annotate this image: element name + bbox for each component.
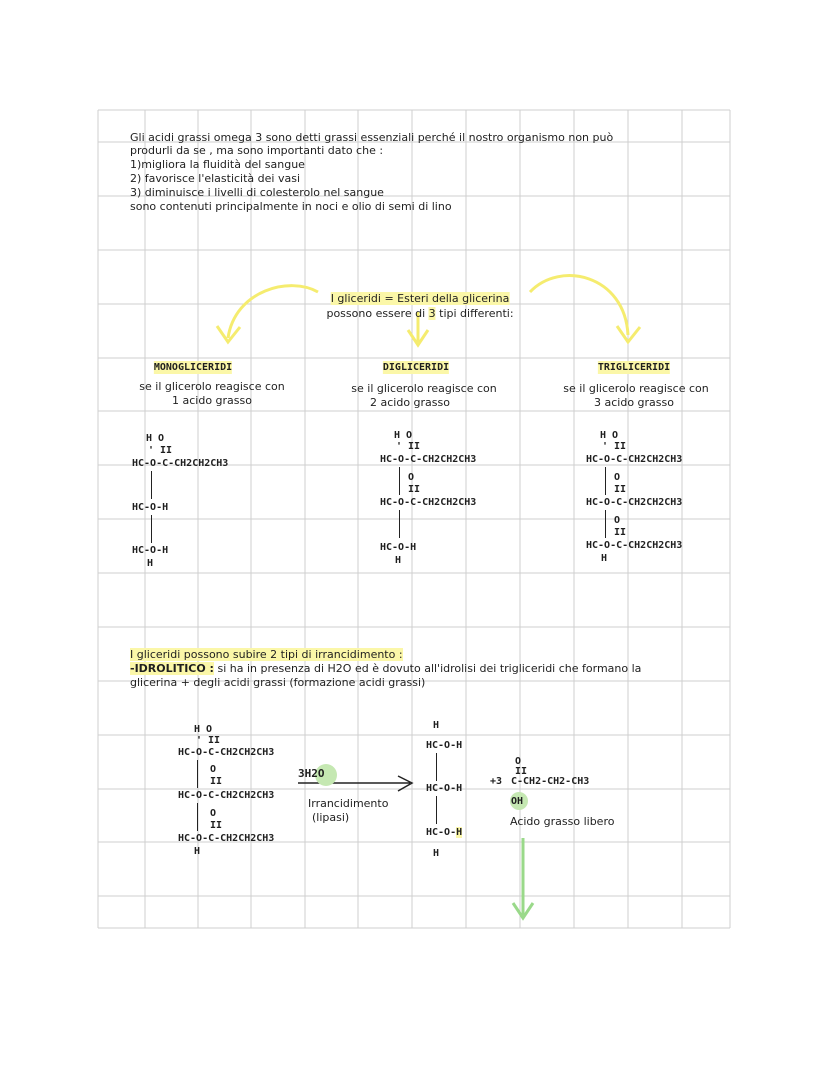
irr-line-1: I gliceridi possono subire 2 tipi di irrancidimento : <box>130 648 403 661</box>
gliceridi-title: I gliceridi = Esteri della glicerina <box>330 292 510 305</box>
intro-line-4: 2) favorisce l'elasticità dei vasi <box>130 172 301 185</box>
rx-bond-1 <box>197 760 198 788</box>
tri-o-2: O <box>614 472 621 483</box>
gly-bond-2 <box>436 796 437 824</box>
tri-desc-2: 3 acido grasso <box>594 396 674 409</box>
mono-desc-2: 1 acido grasso <box>172 394 252 407</box>
mono-bond-2 <box>151 515 152 543</box>
intro-line-3: 1)migliora la fluidità del sangue <box>130 158 305 171</box>
rx-o-2: O <box>210 764 217 775</box>
gly-h-end: H <box>433 848 440 859</box>
mono-hc-oh-1: HC-O-H <box>132 502 169 513</box>
rx-h-end: H <box>194 846 201 857</box>
gliceridi-subtitle-number: 3 <box>428 307 436 320</box>
tri-bonds: ' II <box>602 441 627 452</box>
tri-heading: TRIGLICERIDI <box>597 362 671 373</box>
gly-bond-1 <box>436 753 437 781</box>
irr-line-3: glicerina + degli acidi grassi (formazione acidi grassi) <box>130 676 426 689</box>
di-desc-2: 2 acido grasso <box>370 396 450 409</box>
gly-hc-oh-3: HC-O-H <box>426 827 463 838</box>
mono-bond-1 <box>151 471 152 499</box>
rx-ester-1: HC-O-C-CH2CH2CH3 <box>178 747 275 758</box>
gliceridi-subtitle: possono essere di 3 tipi differenti: <box>326 307 514 320</box>
irr-idrolitico-label: -IDROLITICO : <box>130 662 214 675</box>
tri-bond-1 <box>605 467 606 495</box>
green-down-arrow <box>513 838 533 918</box>
rx-o-3: O <box>210 808 217 819</box>
acid-dbl: II <box>515 766 528 777</box>
tri-ester-1: HC-O-C-CH2CH2CH3 <box>586 454 683 465</box>
tri-o-3: O <box>614 515 621 526</box>
arrow-to-tri <box>530 276 628 335</box>
gly-hc-oh-2: HC-O-H <box>426 783 463 794</box>
di-ester-2: HC-O-C-CH2CH2CH3 <box>380 497 477 508</box>
gly-hc-oh-1: HC-O-H <box>426 740 463 751</box>
rx-enzyme: (lipasi) <box>312 811 350 824</box>
di-h-o: H O <box>394 430 413 441</box>
di-h-end: H <box>395 555 402 566</box>
acid-o: O <box>515 756 522 767</box>
tri-ester-3: HC-O-C-CH2CH2CH3 <box>586 540 683 551</box>
di-bond-2 <box>399 510 400 538</box>
di-bond-1 <box>399 467 400 495</box>
tri-dbl-2: II <box>614 484 627 495</box>
rx-bonds: ' II <box>196 735 221 746</box>
tri-desc-1: se il glicerolo reagisce con <box>563 382 709 395</box>
rx-water: 3H2O <box>298 767 325 780</box>
acid-plus3: +3 <box>490 776 503 787</box>
rx-ester-2: HC-O-C-CH2CH2CH3 <box>178 790 275 801</box>
intro-line-1: Gli acidi grassi omega 3 sono detti grassi essenziali perché il nostro organismo non può <box>130 131 614 144</box>
irr-line-2: -IDROLITICO : si ha in presenza di H2O ed è dovuto all'idrolisi dei trigliceridi che formano la <box>130 662 642 675</box>
arrow-to-mono <box>228 286 318 338</box>
intro-line-5: 3) diminuisce i livelli di colesterolo nel sangue <box>130 186 384 199</box>
rx-bond-2 <box>197 803 198 831</box>
mono-bonds: ' II <box>148 445 173 456</box>
tri-bond-2 <box>605 510 606 538</box>
acid-chain: C-CH2-CH2-CH3 <box>511 776 590 787</box>
intro-line-2: produrli da se , ma sono importanti dato che : <box>130 144 384 157</box>
free-acid-label: Acido grasso libero <box>510 815 615 828</box>
di-hc-oh: HC-O-H <box>380 542 417 553</box>
acid-oh: OH <box>511 796 524 807</box>
di-desc-1: se il glicerolo reagisce con <box>351 382 497 395</box>
tri-dbl-3: II <box>614 527 627 538</box>
gly-h-top: H <box>433 720 440 731</box>
di-o-2: O <box>408 472 415 483</box>
rx-dbl-2: II <box>210 776 223 787</box>
di-heading: DIGLICERIDI <box>382 362 450 373</box>
rx-dbl-3: II <box>210 820 223 831</box>
di-dbl-2: II <box>408 484 421 495</box>
rx-h-o: H O <box>194 724 213 735</box>
mono-h-end: H <box>147 558 154 569</box>
mono-hc-oh-2: HC-O-H <box>132 545 169 556</box>
rx-ester-3: HC-O-C-CH2CH2CH3 <box>178 833 275 844</box>
tri-h-end: H <box>601 553 608 564</box>
di-bonds: ' II <box>396 441 421 452</box>
rx-process: Irrancidimento <box>308 797 389 810</box>
mono-ester: HC-O-C-CH2CH2CH3 <box>132 458 229 469</box>
intro-line-6: sono contenuti principalmente in noci e olio di semi di lino <box>130 200 452 213</box>
tri-h-o: H O <box>600 430 619 441</box>
tri-ester-2: HC-O-C-CH2CH2CH3 <box>586 497 683 508</box>
mono-desc-1: se il glicerolo reagisce con <box>139 380 285 393</box>
mono-h-o: H O <box>146 433 165 444</box>
di-ester-1: HC-O-C-CH2CH2CH3 <box>380 454 477 465</box>
mono-heading: MONOGLICERIDI <box>153 362 233 373</box>
gly-h-highlight: H <box>456 827 463 838</box>
